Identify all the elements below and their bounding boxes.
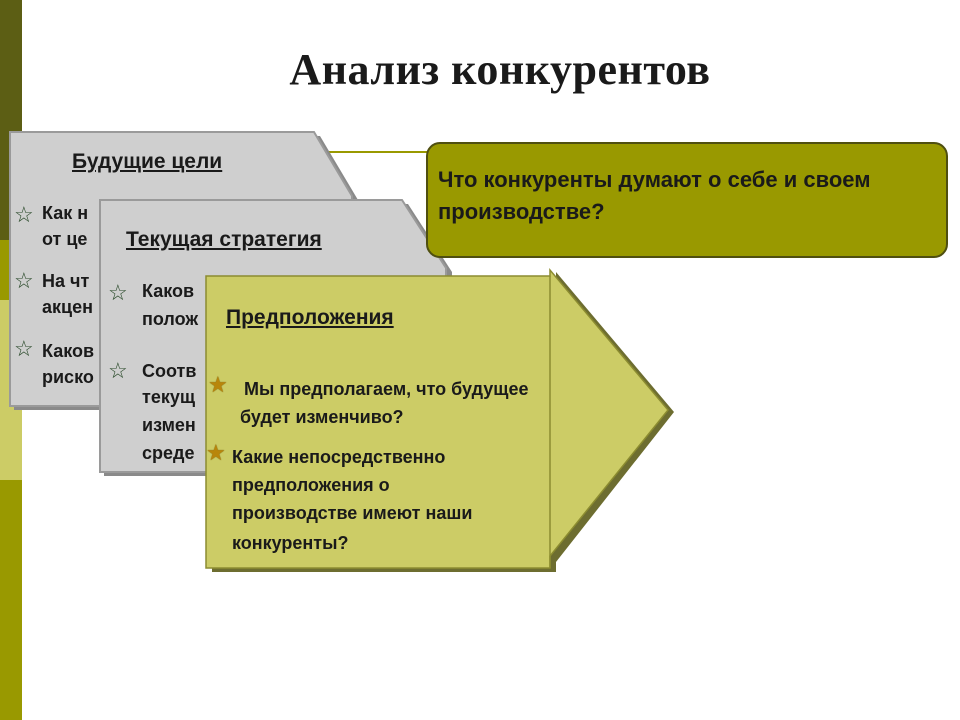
star-outline-icon: ☆ [108, 358, 128, 383]
card-item: текущ [142, 387, 196, 407]
star-filled-icon: ★ [208, 372, 228, 397]
card-assumptions [206, 276, 668, 568]
card-item: акцен [42, 297, 93, 317]
card-item: На чт [42, 271, 90, 291]
card-item: полож [142, 309, 199, 329]
card-item: Каков [142, 281, 195, 301]
card-item: конкуренты? [232, 533, 349, 553]
card-item: среде [142, 443, 195, 463]
callout-text: Что конкуренты думают о себе и своем производстве? [438, 167, 871, 224]
card-heading: Будущие цели [72, 150, 223, 173]
card-item: будет изменчиво? [240, 407, 404, 427]
star-outline-icon: ☆ [14, 268, 34, 293]
callout-box [426, 142, 948, 258]
slide-title: Анализ конкурентов [289, 45, 711, 94]
card-item: Каков [42, 341, 95, 361]
card-heading: Предположения [226, 306, 394, 329]
card-heading: Текущая стратегия [126, 228, 322, 251]
card-item: Как н [42, 203, 89, 223]
card-item: от це [42, 229, 88, 249]
card-item: предположения о [232, 475, 390, 495]
card-item: Соотв [142, 361, 197, 381]
card-item: Какие непосредственно [232, 447, 446, 467]
star-outline-icon: ☆ [108, 280, 128, 305]
star-filled-icon: ★ [206, 440, 226, 465]
card-item: производстве имеют наши [232, 503, 473, 523]
star-outline-icon: ☆ [14, 336, 34, 361]
card-item: Мы предполагаем, что будущее [244, 379, 529, 399]
card-item: измен [142, 415, 196, 435]
card-item: риско [42, 367, 94, 387]
star-outline-icon: ☆ [14, 202, 34, 227]
